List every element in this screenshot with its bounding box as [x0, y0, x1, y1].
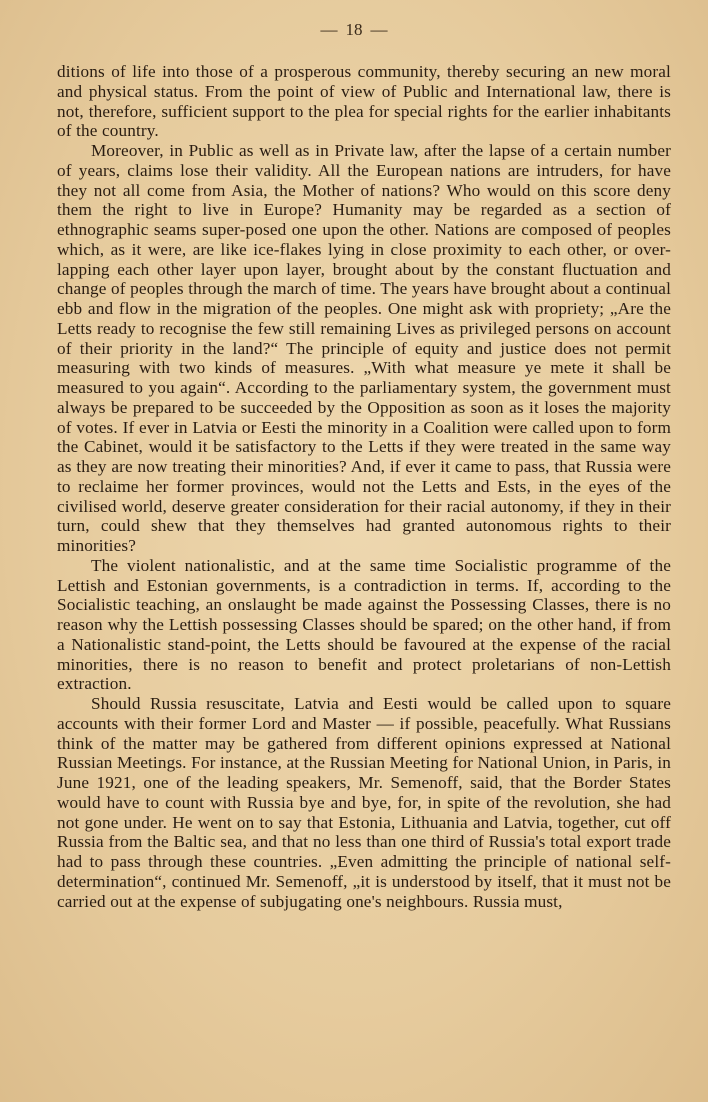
- paragraph-should-russia: Should Russia resuscitate, Latvia and Eesti would be called upon to square accounts with their former Lord and Master — if possible, peacefully. What Russians think of the matter may be gathered from different opinions expressed at National Russian Meetings. For instance, at the Russian Meeting for National Union, in Paris, in June 1921, one of the leading speakers, Mr. Semenoff, said, that the Border States would have to count with Russia bye and bye, for, in spite of the revolution, she had not gone under. He went on to say that Estonia, Lithuania and Latvia, together, cut off Russia from the Baltic sea, and that no less than one third of Russia's total export trade had to pass through these countries. „Even admitting the principle of national self-determination“, continued Mr. Semenoff, „it is understood by itself, that it must not be carried out at the expense of subjugating one's neighbours. Russia must,: [57, 694, 671, 911]
- body-text: [57, 62, 671, 911]
- paragraph-violent-nationalistic: The violent nationalistic, and at the same time Socialistic programme of the Lettish and Estonian governments, is a contradiction in terms. If, according to the Socialistic teaching, an onslaught be made against the Possessing Classes, there is no reason why the Lettish possessing Classes should be spared; on the other hand, if from a Nationalistic stand-point, the Letts should be favoured at the expense of the racial minorities, there is no reason to benefit and protect proletarians of non-Lettish extraction.: [57, 555, 671, 694]
- page-number: 18: [345, 20, 363, 39]
- paragraph-continuation: ditions of life into those of a prosperous community, thereby securing an new moral and physical status. From the point of view of Public and International law, there is not, therefore, sufficient support to the plea for special rights for the earlier inhabitants of the country.: [57, 62, 671, 141]
- header-dash-left: —: [320, 20, 338, 39]
- header-dash-right: —: [370, 20, 388, 39]
- page-header: [0, 20, 708, 40]
- paragraph-moreover: Moreover, in Public as well as in Private law, after the lapse of a certain number of years, claims lose their validity. All the European nations are intruders, for have they not all come from Asia, the Mother of nations? Who would on this score deny them the right to live in Europe? Humanity may be regarded as a section of ethnographic seams super-posed one upon the other. Nations are composed of peoples which, as it were, are like ice-flakes lying in close proximity to each other, or over-lapping each other layer upon layer, brought about by the constant fluctuation and change of peoples through the march of time. The years have brought about a continual ebb and flow in the migration of the peoples. One might ask with propriety; „Are the Letts ready to recognise the few still remaining Lives as privileged persons on account of their priority in the land?“ The principle of equity and justice does not permit measuring with two kinds of measures. „With what measure ye mete it shall be measured to you again“. According to the parliamentary system, the government must always be prepared to be succeeded by the Opposition as soon as it loses the majority of votes. If ever in Latvia or Eesti the minority in a Coalition were called upon to form the Cabinet, would it be satisfactory to the Letts if they were treated in the same way as they are now treating their minorities? And, if ever it came to pass, that Russia were to reclaime her former provinces, would not the Letts and Ests, in the eyes of the civilised world, deserve greater consideration for their racial autonomy, if they in their turn, could shew that they themselves had granted autonomous rights to their minorities?: [57, 141, 671, 555]
